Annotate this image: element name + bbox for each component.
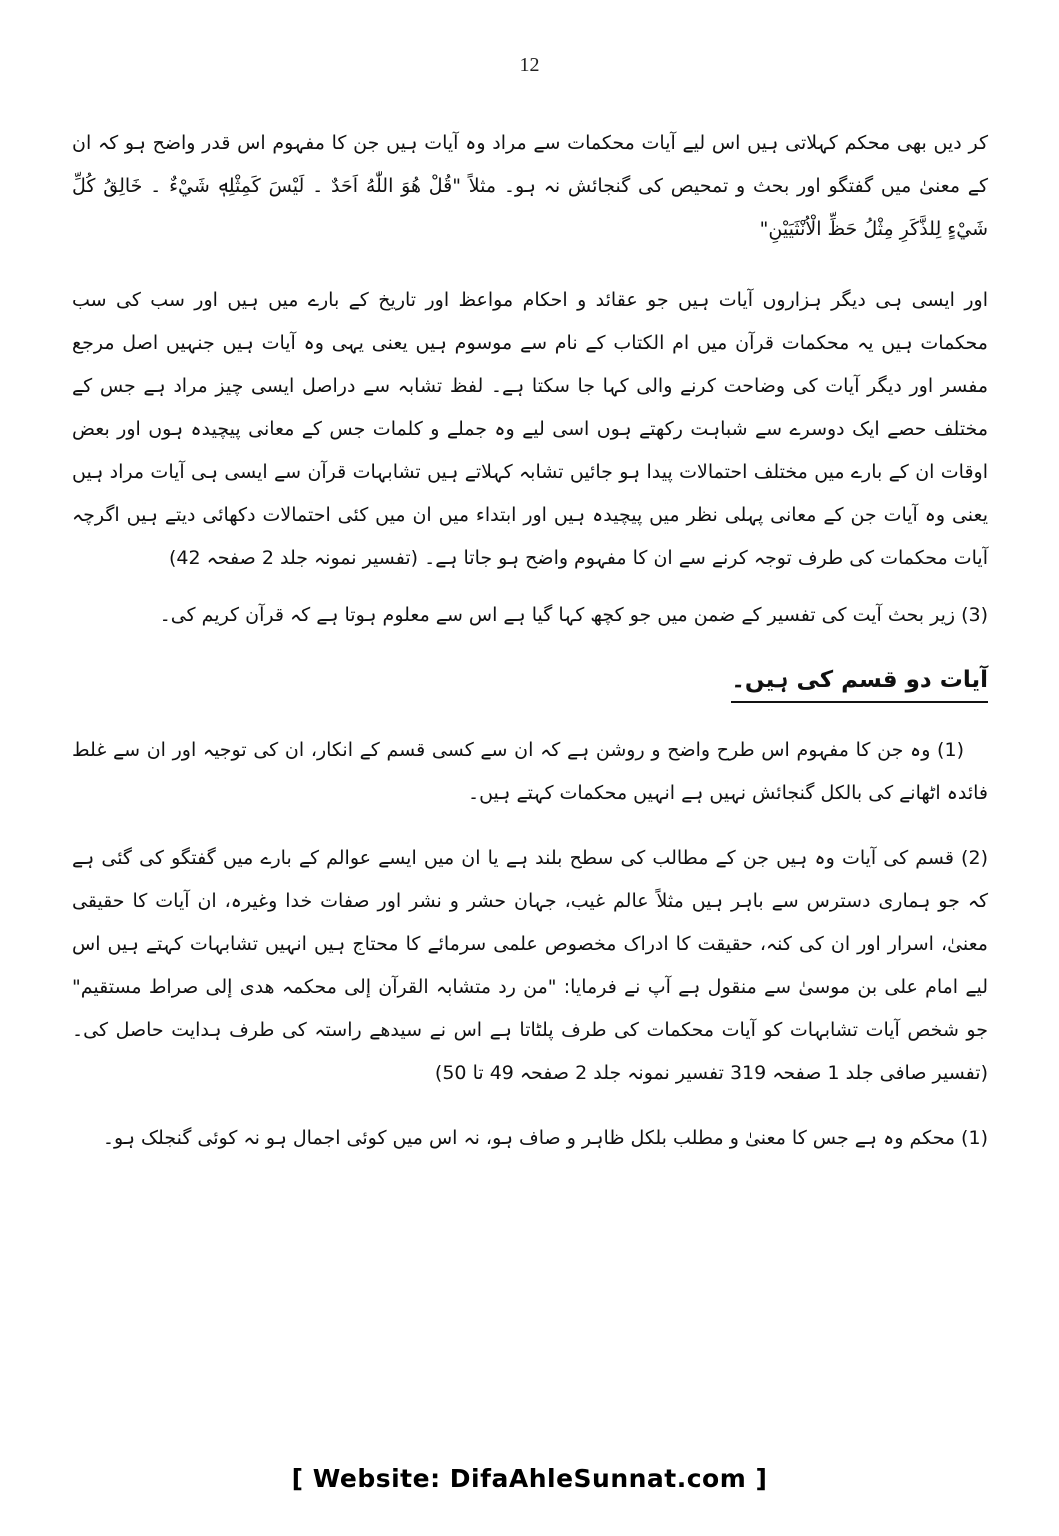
website-footer: [ Website: DifaAhleSunnat.com ] <box>291 1464 768 1493</box>
muhkam-definition-paragraph: (1) محکم وہ ہے جس کا معنیٰ و مطلب بلکل ظاہر و صاف ہو، نہ اس میں کوئی اجمال ہو نہ کوئی گنجلک ہو۔ <box>102 1127 988 1149</box>
muhkamat-paragraph: اور ایسی ہی دیگر ہزاروں آیات ہیں جو عقائد و احکام مواعظ اور تاریخ کے بارے میں ہیں اور سب کی سب محکمات ہیں یہ محکمات قرآن میں ام الکتاب کے نام سے موسوم ہیں یعنی یہی وہ آیات ہیں جنہیں اصل مرجع مفسر اور دیگر آیات کی وضاحت کرنے والی کہا جا سکتا ہے۔ لفظ تشابہ سے دراصل ایسی چیز مراد ہے جس کے مختلف حصے ایک دوسرے سے شباہت رکھتے ہوں اسی لیے وہ جملے و کلمات جس کے معانی پیچیدہ ہوں اور بعض اوقات ان کے بارے میں مختلف احتمالات پیدا ہو جائیں تشابہ کہلاتے ہیں تشابہات قرآن سے ایسی ہی آیات مراد ہیں یعنی وہ آیات جن کے معانی پہلی نظر میں پیچیدہ ہیں اور ابتداء میں ان میں کئی احتمالات دکھائی دیتے ہیں اگرچہ آیات محکمات کی طرف توجہ کرنے سے ان کا مفہوم واضح ہو جاتا ہے۔ (تفسیر نمونہ جلد 2 صفحہ 42) <box>72 289 988 569</box>
point-3-paragraph: (3) زیر بحث آیت کی تفسیر کے ضمن میں جو کچھ کہا گیا ہے اس سے معلوم ہوتا ہے کہ قرآن کریم کی۔ <box>159 604 988 626</box>
page-number: 12 <box>519 54 540 76</box>
section-heading: آیات دو قسم کی ہیں۔ <box>731 663 988 703</box>
intro-paragraph: کر دیں بھی محکم کہلاتی ہیں اس لیے آیات محکمات سے مراد وہ آیات ہیں جن کا مفہوم اس قدر واضح ہو کہ ان کے معنیٰ میں گفتگو اور بحث و تمحیص کی گنجائش نہ ہو۔ مثلاً "قُلْ هُوَ اللّٰهُ اَحَدٌ ۔ لَيْسَ كَمِثْلِهٖ شَيْءٌ ۔ خَالِقُ كُلِّ شَيْءٍ لِلذَّكَرِ مِثْلُ حَظِّ الْاُنْثَيَيْنِ" <box>72 132 988 240</box>
document-body <box>72 122 988 1160</box>
section-heading-row <box>72 655 988 729</box>
type-1-paragraph: (1) وہ جن کا مفہوم اس طرح واضح و روشن ہے کہ ان سے کسی قسم کے انکار، ان کی توجیہ اور ان سے غلط فائدہ اٹھانے کی بالکل گنجائش نہیں ہے انہیں محکمات کہتے ہیں۔ <box>72 739 988 804</box>
type-2-paragraph: (2) قسم کی آیات وہ ہیں جن کے مطالب کی سطح بلند ہے یا ان میں ایسے عوالم کے بارے میں گفتگو کی گئی ہے کہ جو ہماری دسترس سے باہر ہیں مثلاً عالم غیب، جہان حشر و نشر اور صفات خدا وغیرہ، ان آیات کا حقیقی معنیٰ، اسرار اور ان کی کنہ، حقیقت کا ادراک مخصوص علمی سرمائے کا محتاج ہیں انہیں تشابہات کہتے ہیں اس لیے امام علی بن موسیٰ سے منقول ہے آپ نے فرمایا: "من رد متشابہ القرآن إلی محکمہ ھدی إلی صراط مستقیم" جو شخص آیات تشابہات کو آیات محکمات کی طرف پلٹاتا ہے اس نے سیدھے راستہ کی طرف ہدایت حاصل کی۔ (تفسیر صافی جلد 1 صفحہ 319 تفسیر نمونہ جلد 2 صفحہ 49 تا 50) <box>72 847 988 1084</box>
